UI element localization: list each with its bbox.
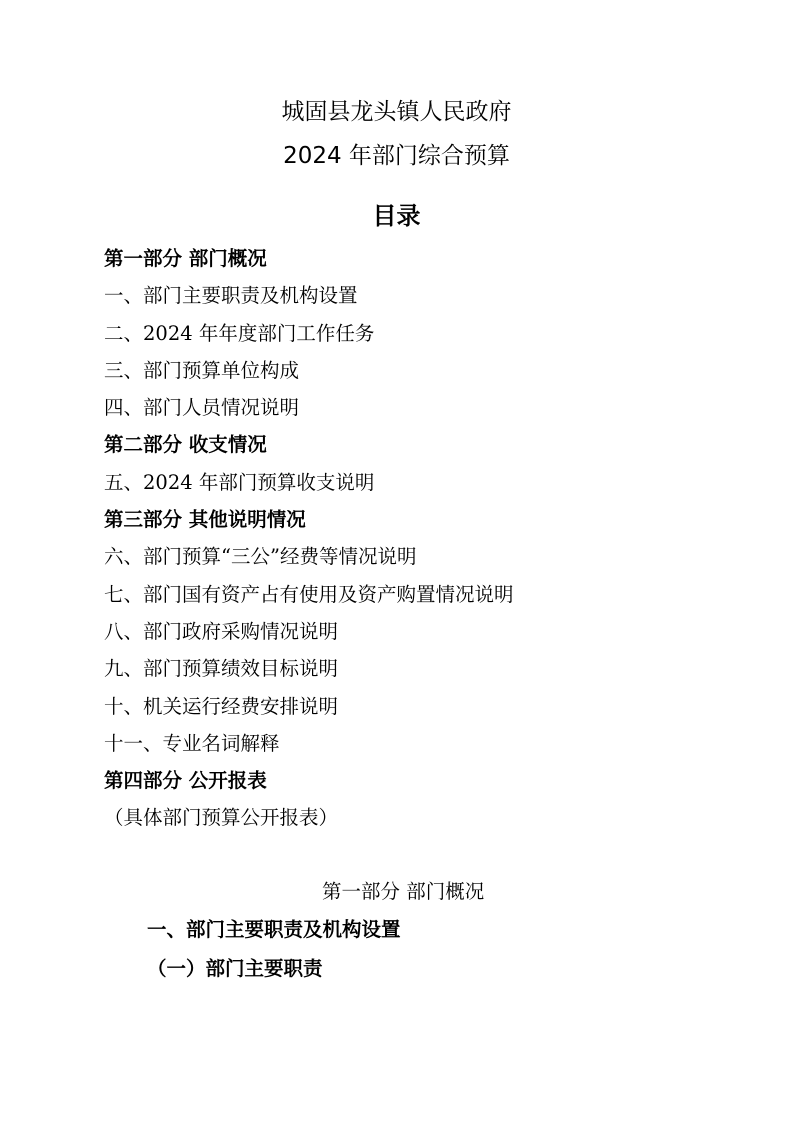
toc-item: 九、部门预算绩效目标说明 xyxy=(104,657,339,681)
toc-item: 八、部门政府采购情况说明 xyxy=(104,619,339,643)
toc-item: 一、部门主要职责及机构设置 xyxy=(104,284,358,308)
toc-note: （具体部门预算公开报表） xyxy=(104,806,339,830)
toc-item: 十一、专业名词解释 xyxy=(104,731,280,755)
toc-item: 五、2024 年部门预算收支说明 xyxy=(104,470,375,494)
toc-part-heading: 第三部分 其他说明情况 xyxy=(104,508,306,532)
toc-item: 三、部门预算单位构成 xyxy=(104,358,300,382)
document-title-org: 城固县龙头镇人民政府 xyxy=(281,99,512,125)
toc-item: 七、部门国有资产占有使用及资产购置情况说明 xyxy=(104,582,514,606)
toc-part-heading: 第一部分 部门概况 xyxy=(104,247,267,270)
toc-part-heading: 第二部分 收支情况 xyxy=(104,433,267,457)
document-title-budget: 2024 年部门综合预算 xyxy=(283,143,510,169)
subsection-heading: （一）部门主要职责 xyxy=(147,957,323,980)
toc-item: 二、2024 年年度部门工作任务 xyxy=(104,321,375,345)
toc-part-heading: 第四部分 公开报表 xyxy=(104,769,267,793)
toc-item: 四、部门人员情况说明 xyxy=(104,396,300,420)
part-one-heading: 第一部分 部门概况 xyxy=(322,880,485,903)
toc-item: 六、部门预算“三公”经费等情况说明 xyxy=(104,545,417,569)
toc-item: 十、机关运行经费安排说明 xyxy=(104,694,339,718)
table-of-contents xyxy=(104,244,744,841)
toc-heading: 目录 xyxy=(372,202,421,230)
section-heading: 一、部门主要职责及机构设置 xyxy=(147,918,401,941)
